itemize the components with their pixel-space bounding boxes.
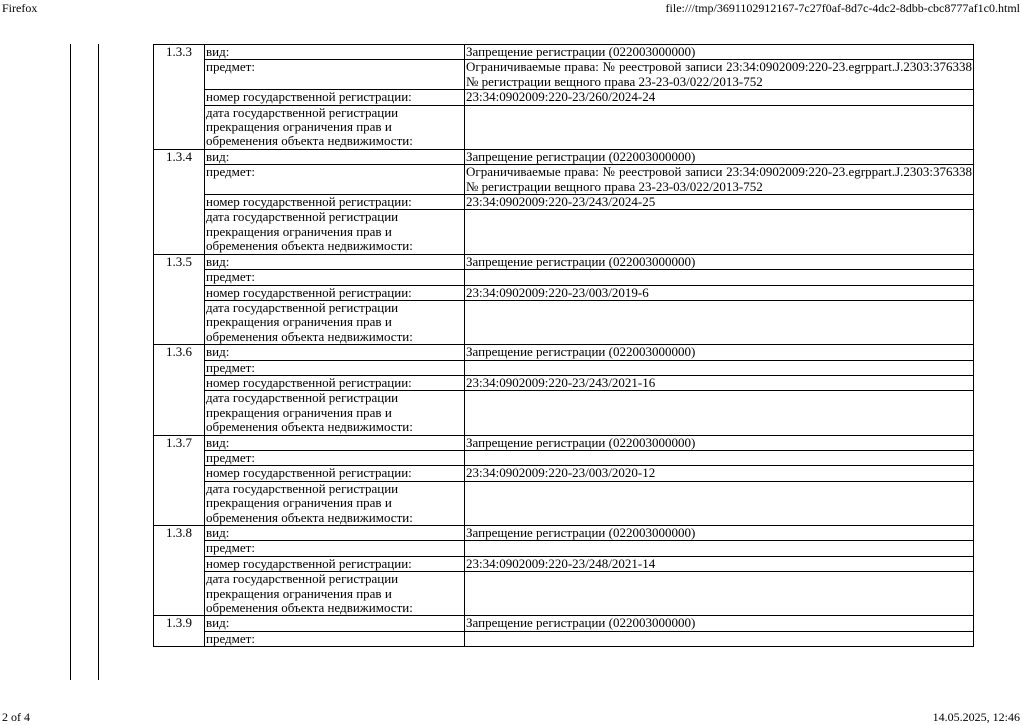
label-vid: вид: xyxy=(205,435,465,450)
header-app-name: Firefox xyxy=(2,1,38,15)
table-row xyxy=(154,541,974,556)
table-row xyxy=(154,300,974,344)
label-vid: вид: xyxy=(205,149,465,164)
table-row xyxy=(154,391,974,435)
label-predmet: предмет: xyxy=(205,541,465,556)
label-nomer: номер государственной регистрации: xyxy=(205,466,465,481)
label-data: дата государственной регистрации прекращения ограничения прав и обременения объекта недвижимости: xyxy=(205,300,465,344)
value-predmet: Ограничиваемые права: № реестровой записи 23:34:0902009:220-23.egrppart.J.2303:376338 № регистрации вещного права 23-23-03/022/2013-752 xyxy=(466,164,972,194)
value-predmet xyxy=(465,541,974,556)
table-row xyxy=(154,195,974,210)
value-nomer: 23:34:0902009:220-23/243/2024-25 xyxy=(465,195,974,210)
record-number: 1.3.7 xyxy=(154,435,205,525)
table-row xyxy=(154,45,974,60)
value-vid: Запрещение регистрации (022003000000) xyxy=(465,526,974,541)
header-file-path: file:///tmp/3691102912167-7c27f0af-8d7c-4dc2-8dbb-cbc8777af1c0.html xyxy=(665,1,1020,15)
table-row xyxy=(154,375,974,390)
table-row xyxy=(154,254,974,269)
label-vid: вид: xyxy=(205,345,465,360)
record-number: 1.3.9 xyxy=(154,616,205,647)
value-nomer: 23:34:0902009:220-23/003/2020-12 xyxy=(465,466,974,481)
table-row xyxy=(154,105,974,149)
value-data xyxy=(465,481,974,525)
table-row xyxy=(154,149,974,164)
value-predmet: Ограничиваемые права: № реестровой записи 23:34:0902009:220-23.egrppart.J.2303:376338 № регистрации вещного права 23-23-03/022/2013-752 xyxy=(466,59,972,89)
table-row xyxy=(154,270,974,285)
table-row xyxy=(154,466,974,481)
margin-rule-outer xyxy=(70,44,71,680)
label-vid: вид: xyxy=(205,616,465,631)
table-row xyxy=(154,165,974,195)
record-number: 1.3.8 xyxy=(154,526,205,616)
value-data xyxy=(465,572,974,616)
label-data: дата государственной регистрации прекращения ограничения прав и обременения объекта недвижимости: xyxy=(205,481,465,525)
label-vid: вид: xyxy=(205,526,465,541)
table-row xyxy=(154,435,974,450)
table-row xyxy=(154,572,974,616)
table-row xyxy=(154,90,974,105)
label-data: дата государственной регистрации прекращения ограничения прав и обременения объекта недвижимости: xyxy=(205,572,465,616)
table-row xyxy=(154,345,974,360)
value-predmet xyxy=(465,270,974,285)
table-row xyxy=(154,450,974,465)
table-row xyxy=(154,60,974,90)
label-predmet: предмет: xyxy=(205,360,465,375)
record-number: 1.3.5 xyxy=(154,254,205,344)
record-number: 1.3.6 xyxy=(154,345,205,435)
table-row xyxy=(154,631,974,646)
value-data xyxy=(465,300,974,344)
label-nomer: номер государственной регистрации: xyxy=(205,195,465,210)
label-nomer: номер государственной регистрации: xyxy=(205,375,465,390)
value-nomer: 23:34:0902009:220-23/243/2021-16 xyxy=(465,375,974,390)
footer-datetime: 14.05.2025, 12:46 xyxy=(932,710,1020,724)
label-predmet: предмет: xyxy=(205,631,465,646)
table-row xyxy=(154,556,974,571)
table-row xyxy=(154,481,974,525)
value-vid: Запрещение регистрации (022003000000) xyxy=(465,435,974,450)
label-predmet: предмет: xyxy=(205,60,465,90)
table-row xyxy=(154,285,974,300)
value-data xyxy=(465,391,974,435)
value-vid: Запрещение регистрации (022003000000) xyxy=(465,345,974,360)
label-vid: вид: xyxy=(205,45,465,60)
table-row xyxy=(154,210,974,254)
value-nomer: 23:34:0902009:220-23/260/2024-24 xyxy=(465,90,974,105)
label-predmet: предмет: xyxy=(205,165,465,195)
label-nomer: номер государственной регистрации: xyxy=(205,285,465,300)
label-nomer: номер государственной регистрации: xyxy=(205,90,465,105)
value-predmet xyxy=(465,450,974,465)
value-predmet xyxy=(465,631,974,646)
value-vid: Запрещение регистрации (022003000000) xyxy=(465,149,974,164)
record-number: 1.3.3 xyxy=(154,45,205,150)
value-data xyxy=(465,105,974,149)
table-row xyxy=(154,526,974,541)
value-vid: Запрещение регистрации (022003000000) xyxy=(465,45,974,60)
label-predmet: предмет: xyxy=(205,270,465,285)
encumbrance-table xyxy=(153,44,974,647)
value-predmet xyxy=(465,360,974,375)
table-row xyxy=(154,360,974,375)
table-row xyxy=(154,616,974,631)
value-vid: Запрещение регистрации (022003000000) xyxy=(465,616,974,631)
label-data: дата государственной регистрации прекращения ограничения прав и обременения объекта недвижимости: xyxy=(205,391,465,435)
label-predmet: предмет: xyxy=(205,450,465,465)
value-nomer: 23:34:0902009:220-23/003/2019-6 xyxy=(465,285,974,300)
footer-page-number: 2 of 4 xyxy=(2,710,30,724)
value-nomer: 23:34:0902009:220-23/248/2021-14 xyxy=(465,556,974,571)
record-number: 1.3.4 xyxy=(154,149,205,254)
label-data: дата государственной регистрации прекращения ограничения прав и обременения объекта недвижимости: xyxy=(205,210,465,254)
value-vid: Запрещение регистрации (022003000000) xyxy=(465,254,974,269)
label-nomer: номер государственной регистрации: xyxy=(205,556,465,571)
value-data xyxy=(465,210,974,254)
margin-rule-inner xyxy=(98,44,99,680)
label-vid: вид: xyxy=(205,254,465,269)
label-data: дата государственной регистрации прекращения ограничения прав и обременения объекта недвижимости: xyxy=(205,105,465,149)
